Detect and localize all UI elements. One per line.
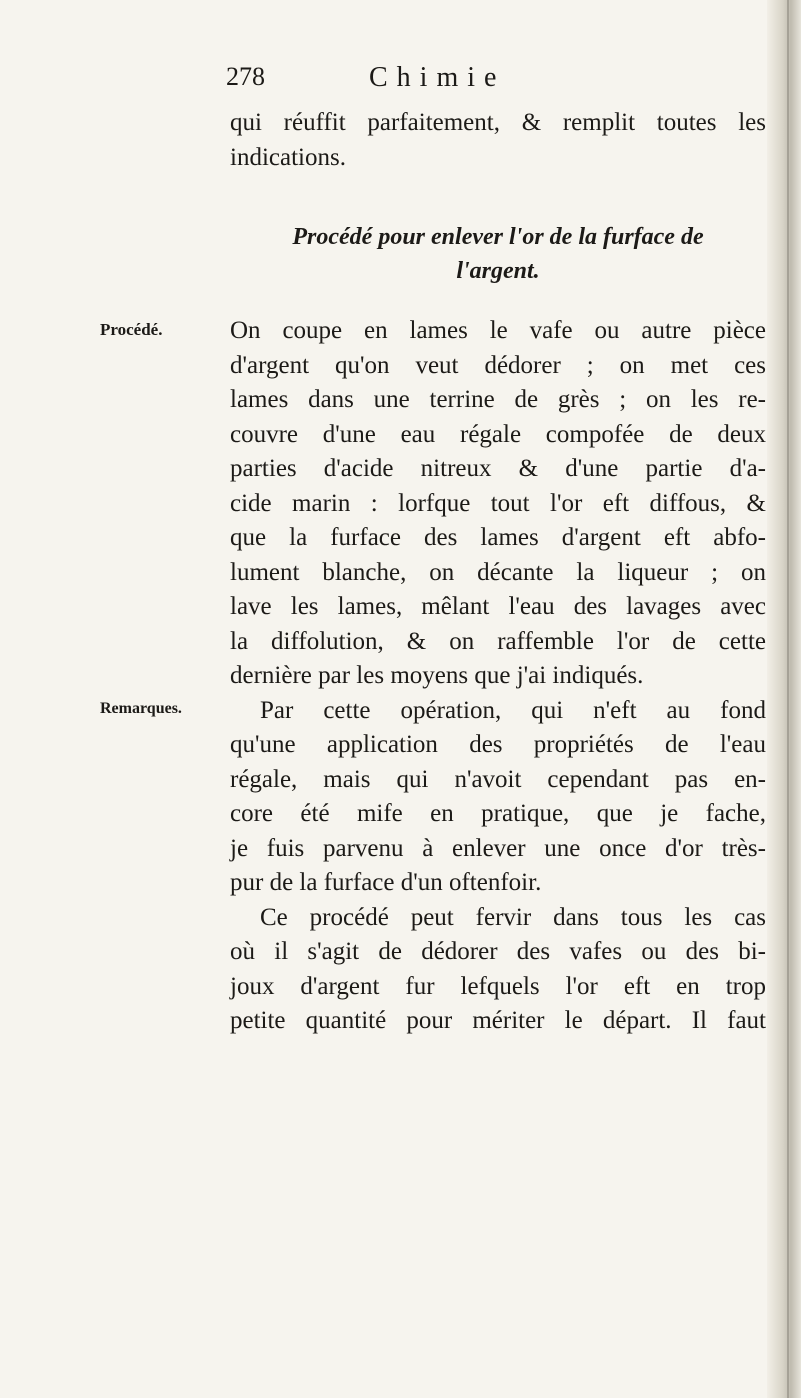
text-line: Par cette opération, qui n'eft au fond (260, 696, 766, 724)
page-edge (767, 0, 801, 1398)
text-line: dernière par les moyens que j'ai indiqués. (230, 662, 644, 689)
margin-note-remarques: Remarques. (100, 700, 182, 717)
text-line: lave les lames, mêlant l'eau des lavages avec (230, 593, 766, 620)
margin-note-procede: Procédé. (100, 320, 163, 339)
running-title: Chimie (369, 62, 506, 93)
text-line: indications. (230, 143, 346, 171)
text-line: pur de la furface d'un oftenfoir. (230, 869, 542, 896)
section-heading-line: Procédé pour enlever l'or de la furface de (292, 224, 704, 250)
text-line: où il s'agit de dédorer des vafes ou des bi- (230, 938, 766, 965)
text-line: lames dans une terrine de grès ; on les re- (230, 386, 766, 413)
text-line: régale, mais qui n'avoit cependant pas en- (230, 765, 766, 793)
text-line: core été mife en pratique, que je fache, (230, 800, 766, 827)
page-number: 278 (226, 62, 265, 91)
text-line: d'argent qu'on veut dédorer ; on met ces (230, 351, 766, 379)
body-paragraphs (230, 314, 766, 1039)
text-line: parties d'acide nitreux & d'une partie d'a- (230, 455, 766, 482)
text-line: Ce procédé peut fervir dans tous les cas (260, 903, 766, 931)
text-line: petite quantité pour mériter le départ. Il faut (230, 1007, 766, 1034)
text-line: que la furface des lames d'argent eft abfo- (230, 524, 766, 551)
section-heading (230, 220, 766, 288)
page-edge-line (787, 0, 789, 1398)
text-line: On coupe en lames le vafe ou autre pièce (230, 317, 766, 344)
text-line: je fuis parvenu à enlever une once d'or très- (230, 834, 766, 862)
text-line: joux d'argent fur lefquels l'or eft en trop (230, 972, 766, 1000)
text-line: lument blanche, on décante la liqueur ; on (230, 558, 766, 586)
text-line: cide marin : lorfque tout l'or eft diffous, & (230, 489, 766, 517)
text-line: la diffolution, & on raffemble l'or de cette (230, 627, 766, 655)
text-line: qui réuffit parfaitement, & remplit toutes les (230, 109, 766, 136)
running-head (226, 62, 726, 98)
section-heading-line: l'argent. (456, 258, 540, 284)
text-line: qu'une application des propriétés de l'eau (230, 731, 766, 758)
text-line: couvre d'une eau régale compofée de deux (230, 420, 766, 448)
intro-paragraph (230, 106, 766, 175)
